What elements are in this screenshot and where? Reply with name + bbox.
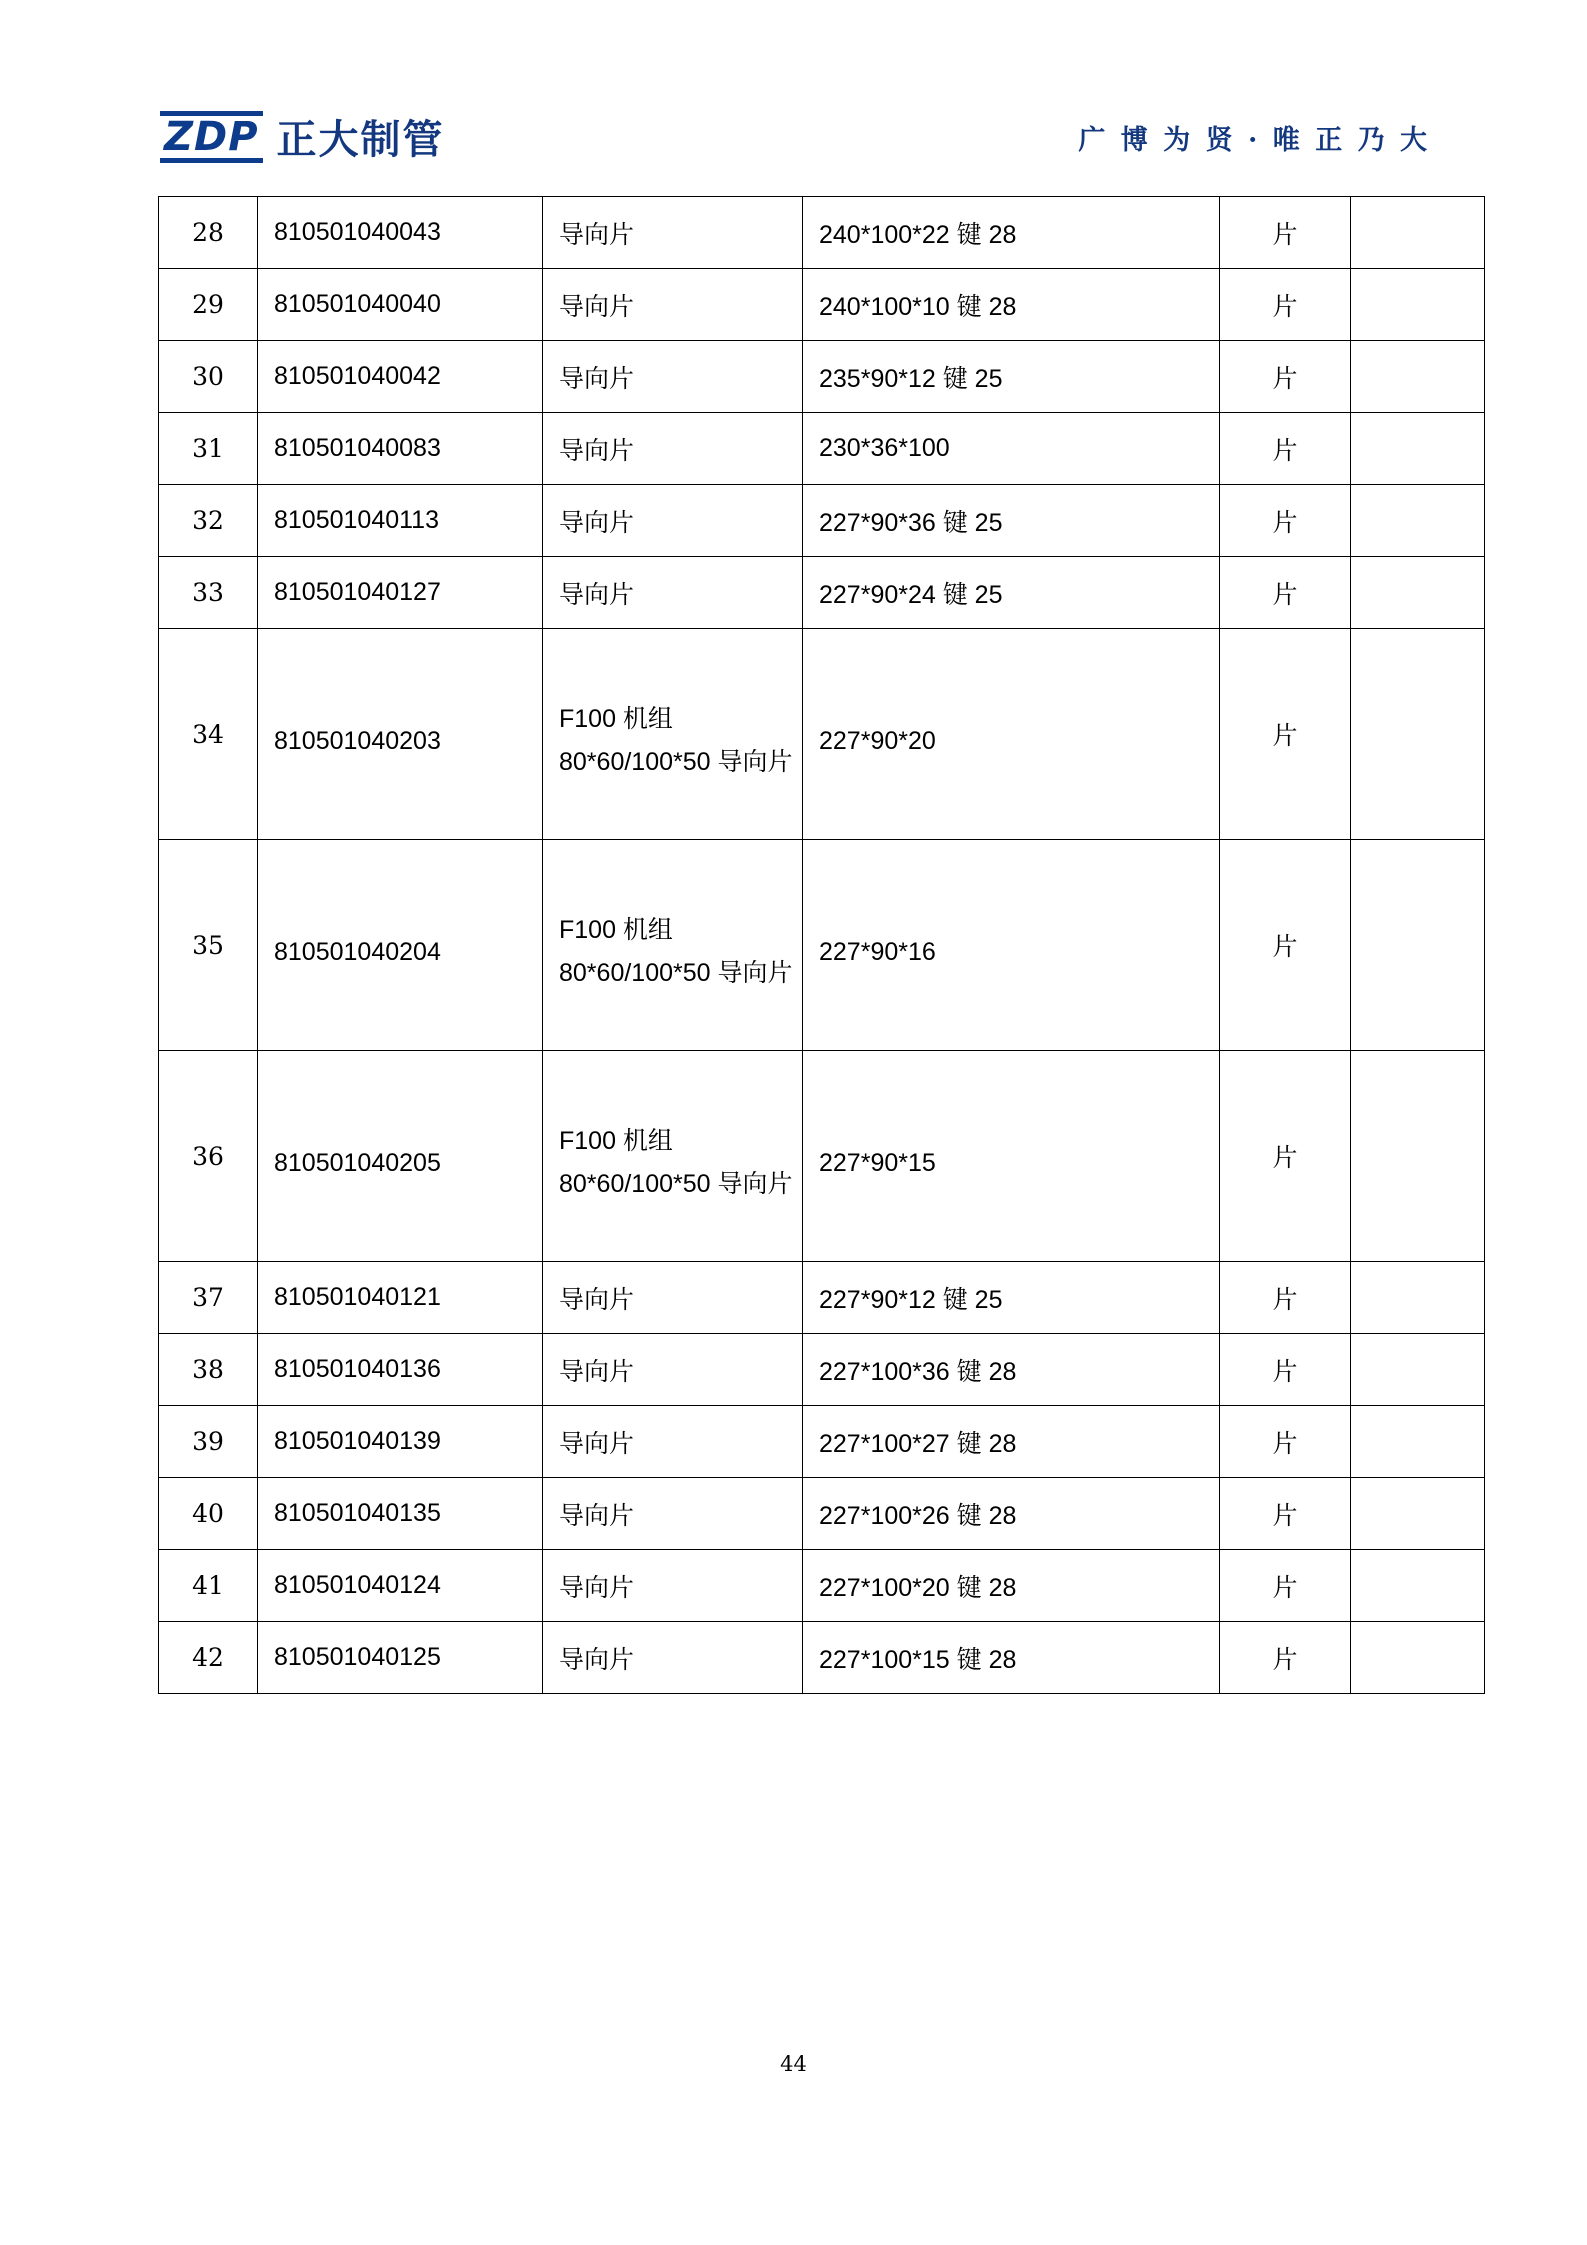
table-row (159, 341, 1485, 413)
cell-code: 810501040083 (258, 413, 543, 485)
cell-unit: 片 (1220, 1622, 1351, 1694)
logo-company-name: 正大制管 (276, 117, 445, 163)
cell-name: 导向片 (543, 1478, 803, 1550)
cell-spec: 227*90*15 (803, 1051, 1220, 1262)
cell-unit: 片 (1220, 485, 1351, 557)
cell-code: 810501040042 (258, 341, 543, 413)
cell-unit: 片 (1220, 1262, 1351, 1334)
table-row (159, 629, 1485, 840)
table-row (159, 1051, 1485, 1262)
cell-code: 810501040135 (258, 1478, 543, 1550)
cell-note (1351, 1550, 1485, 1622)
materials-table-body (159, 197, 1485, 1694)
cell-note (1351, 1051, 1485, 1262)
cell-index: 33 (159, 557, 258, 629)
cell-index: 28 (159, 197, 258, 269)
cell-code: 810501040136 (258, 1334, 543, 1406)
table-row (159, 1478, 1485, 1550)
table-row (159, 197, 1485, 269)
cell-name: 导向片 (543, 1622, 803, 1694)
cell-note (1351, 629, 1485, 840)
cell-spec: 227*90*12 键 25 (803, 1262, 1220, 1334)
cell-name: F100 机组 80*60/100*50 导向片 (543, 840, 803, 1051)
cell-code: 810501040127 (258, 557, 543, 629)
materials-table-wrapper (158, 196, 1430, 1694)
page-number: 44 (780, 2052, 807, 2076)
table-row (159, 1406, 1485, 1478)
cell-unit: 片 (1220, 197, 1351, 269)
cell-name: 导向片 (543, 269, 803, 341)
cell-name: 导向片 (543, 1262, 803, 1334)
cell-spec: 227*100*26 键 28 (803, 1478, 1220, 1550)
cell-code: 810501040139 (258, 1406, 543, 1478)
cell-unit: 片 (1220, 1550, 1351, 1622)
cell-unit: 片 (1220, 557, 1351, 629)
cell-code: 810501040040 (258, 269, 543, 341)
table-row (159, 1334, 1485, 1406)
cell-unit: 片 (1220, 629, 1351, 840)
cell-note (1351, 1262, 1485, 1334)
cell-name: 导向片 (543, 1334, 803, 1406)
cell-note (1351, 840, 1485, 1051)
cell-note (1351, 413, 1485, 485)
cell-unit: 片 (1220, 341, 1351, 413)
cell-spec: 227*100*27 键 28 (803, 1406, 1220, 1478)
cell-code: 810501040113 (258, 485, 543, 557)
table-row (159, 1262, 1485, 1334)
table-row (159, 1622, 1485, 1694)
cell-name: 导向片 (543, 557, 803, 629)
table-row (159, 557, 1485, 629)
table-row (159, 269, 1485, 341)
cell-unit: 片 (1220, 1051, 1351, 1262)
cell-index: 39 (159, 1406, 258, 1478)
cell-code: 810501040043 (258, 197, 543, 269)
cell-index: 37 (159, 1262, 258, 1334)
cell-name: 导向片 (543, 341, 803, 413)
cell-index: 34 (159, 629, 258, 840)
cell-index: 42 (159, 1622, 258, 1694)
cell-index: 41 (159, 1550, 258, 1622)
cell-spec: 227*90*16 (803, 840, 1220, 1051)
cell-note (1351, 269, 1485, 341)
cell-unit: 片 (1220, 1406, 1351, 1478)
cell-spec: 235*90*12 键 25 (803, 341, 1220, 413)
cell-index: 35 (159, 840, 258, 1051)
cell-code: 810501040121 (258, 1262, 543, 1334)
cell-index: 29 (159, 269, 258, 341)
materials-table (158, 196, 1485, 1694)
cell-note (1351, 557, 1485, 629)
cell-spec: 227*100*15 键 28 (803, 1622, 1220, 1694)
cell-note (1351, 341, 1485, 413)
cell-note (1351, 197, 1485, 269)
cell-name: 导向片 (543, 1550, 803, 1622)
cell-unit: 片 (1220, 1334, 1351, 1406)
cell-name: 导向片 (543, 485, 803, 557)
cell-name: 导向片 (543, 197, 803, 269)
table-row (159, 1550, 1485, 1622)
cell-index: 40 (159, 1478, 258, 1550)
cell-spec: 240*100*22 键 28 (803, 197, 1220, 269)
cell-index: 31 (159, 413, 258, 485)
cell-unit: 片 (1220, 840, 1351, 1051)
cell-name: 导向片 (543, 413, 803, 485)
cell-spec: 227*90*36 键 25 (803, 485, 1220, 557)
cell-code: 810501040204 (258, 840, 543, 1051)
cell-code: 810501040124 (258, 1550, 543, 1622)
cell-code: 810501040203 (258, 629, 543, 840)
company-slogan: 广 博 为 贤 · 唯 正 乃 大 (1078, 125, 1430, 156)
cell-spec: 227*100*20 键 28 (803, 1550, 1220, 1622)
cell-code: 810501040205 (258, 1051, 543, 1262)
cell-spec: 240*100*10 键 28 (803, 269, 1220, 341)
cell-unit: 片 (1220, 413, 1351, 485)
cell-name: 导向片 (543, 1406, 803, 1478)
cell-index: 30 (159, 341, 258, 413)
cell-index: 32 (159, 485, 258, 557)
cell-spec: 230*36*100 (803, 413, 1220, 485)
cell-unit: 片 (1220, 1478, 1351, 1550)
cell-note (1351, 1622, 1485, 1694)
cell-note (1351, 1478, 1485, 1550)
table-row (159, 840, 1485, 1051)
logo-mark-zdp: ZDP (160, 111, 263, 163)
cell-index: 36 (159, 1051, 258, 1262)
table-row (159, 485, 1485, 557)
cell-name: F100 机组 80*60/100*50 导向片 (543, 1051, 803, 1262)
cell-spec: 227*100*36 键 28 (803, 1334, 1220, 1406)
table-row (159, 413, 1485, 485)
page-header (160, 108, 1430, 178)
cell-spec: 227*90*20 (803, 629, 1220, 840)
cell-name: F100 机组 80*60/100*50 导向片 (543, 629, 803, 840)
cell-note (1351, 485, 1485, 557)
cell-note (1351, 1334, 1485, 1406)
cell-unit: 片 (1220, 269, 1351, 341)
cell-code: 810501040125 (258, 1622, 543, 1694)
cell-note (1351, 1406, 1485, 1478)
cell-index: 38 (159, 1334, 258, 1406)
company-logo (160, 108, 445, 165)
cell-spec: 227*90*24 键 25 (803, 557, 1220, 629)
